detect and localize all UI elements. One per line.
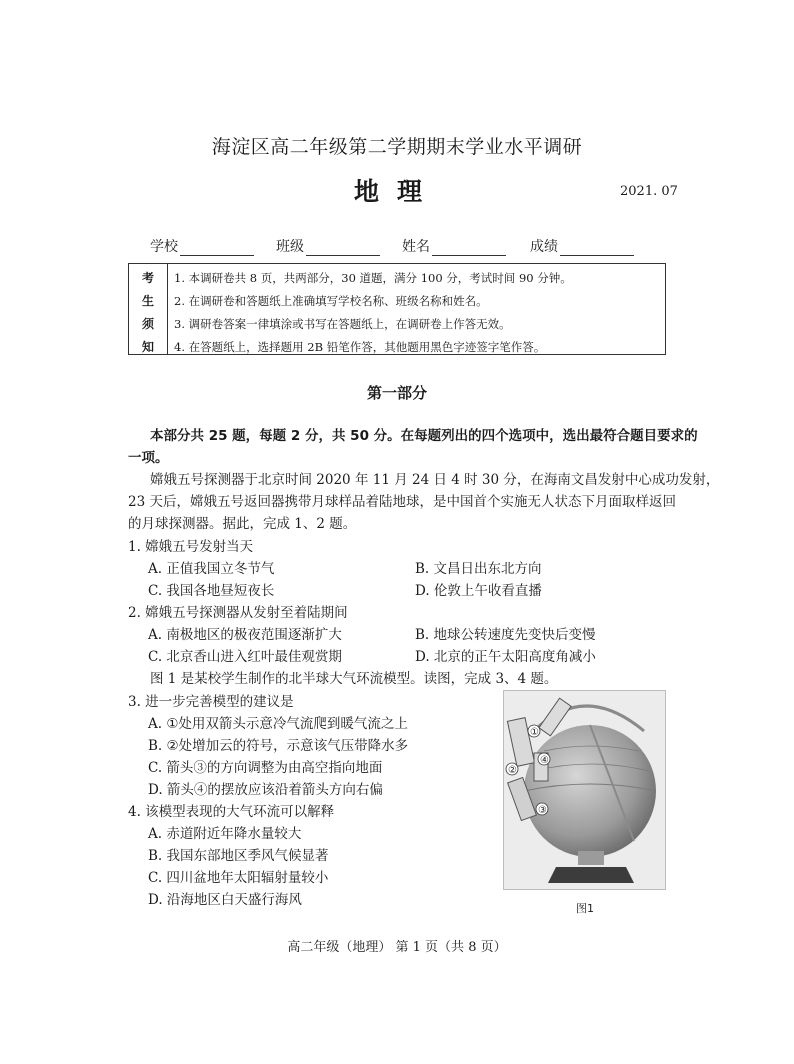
notice-item: 1. 本调研卷共 8 页，共两部分，30 道题，满分 100 分，考试时间 90 分钟。 [174, 271, 572, 285]
q4-option-d: D. 沿海地区白天盛行海风 [148, 892, 302, 908]
notice-label-column [129, 264, 168, 354]
q3-option-b: B. ②处增加云的符号，示意该气压带降水多 [148, 738, 409, 754]
notice-item: 2. 在调研卷和答题纸上准确填写学校名称、班级名称和姓名。 [174, 294, 488, 308]
globe-sphere [524, 725, 656, 857]
q1-option-d: D. 伦敦上午收看直播 [415, 583, 542, 599]
score-field [530, 236, 634, 256]
marker-4: ④ [540, 755, 549, 766]
subject-title: 地理 [353, 177, 440, 206]
figure-caption: 图1 [576, 902, 594, 915]
marker-3: ③ [538, 805, 547, 816]
passage-line: 嫦娥五号探测器于北京时间 2020 年 11 月 24 日 4 时 30 分，在海南文昌发射中心成功发射， [150, 472, 720, 488]
exam-date: 2021. 07 [620, 184, 678, 199]
class-blank [306, 241, 380, 256]
passage-line: 的月球探测器。据此，完成 1、2 题。 [128, 516, 357, 532]
score-blank [560, 241, 634, 256]
q3-option-c: C. 箭头③的方向调整为由高空指向地面 [148, 760, 383, 776]
passage-line: 23 天后，嫦娥五号返回器携带月球样品着陆地球，是中国首个实施无人状态下月面取样返回 [128, 494, 676, 510]
marker-1: ① [530, 727, 539, 738]
part-heading: 第一部分 [366, 384, 427, 402]
question-2-stem: 2. 嫦娥五号探测器从发射至着陆期间 [128, 605, 348, 621]
notice-label-char: 须 [141, 317, 154, 331]
name-label: 姓名 [402, 239, 430, 255]
notice-label-char: 生 [141, 294, 154, 308]
globe-stand-neck [578, 851, 604, 865]
score-label: 成绩 [530, 239, 558, 255]
notice-label-char: 知 [141, 340, 154, 354]
question-4-stem: 4. 该模型表现的大气环流可以解释 [128, 804, 335, 820]
question-1-stem: 1. 嫦娥五号发射当天 [128, 539, 254, 555]
school-label: 学校 [150, 239, 178, 255]
instruction-line: 一项。 [128, 450, 169, 466]
class-label: 班级 [276, 239, 304, 255]
name-field [402, 236, 506, 256]
q3-option-a: A. ①处用双箭头示意冷气流爬到暖气流之上 [148, 716, 408, 732]
school-field [150, 236, 254, 256]
page-footer: 高二年级（地理） 第 1 页（共 8 页） [287, 940, 507, 955]
school-blank [180, 241, 254, 256]
question-3-stem: 3. 进一步完善模型的建议是 [128, 694, 294, 710]
q4-option-a: A. 赤道附近年降水量较大 [148, 826, 302, 842]
q2-option-c: C. 北京香山进入红叶最佳观赏期 [148, 649, 342, 665]
q1-option-a: A. 正值我国立冬节气 [148, 561, 275, 577]
notice-label-char: 考 [141, 271, 154, 285]
passage-2: 图 1 是某校学生制作的北半球大气环流模型。读图，完成 3、4 题。 [150, 671, 558, 687]
q2-option-d: D. 北京的正午太阳高度角减小 [415, 649, 596, 665]
marker-2: ② [508, 765, 517, 776]
q2-option-a: A. 南极地区的极夜范围逐渐扩大 [148, 627, 342, 643]
instruction-line: 本部分共 25 题，每题 2 分，共 50 分。在每题列出的四个选项中，选出最符合题目要求的 [150, 428, 698, 444]
notice-item: 3. 调研卷答案一律填涂或书写在答题纸上，在调研卷上作答无效。 [174, 317, 511, 331]
name-blank [432, 241, 506, 256]
q4-option-c: C. 四川盆地年太阳辐射量较小 [148, 870, 329, 886]
q3-option-d: D. 箭头④的摆放应该沿着箭头方向右偏 [148, 782, 383, 798]
q1-option-b: B. 文昌日出东北方向 [415, 561, 542, 577]
q4-option-b: B. 我国东部地区季风气候显著 [148, 848, 329, 864]
globe-stand-base [548, 867, 634, 883]
globe-model-illustration [504, 691, 665, 889]
notice-item: 4. 在答题纸上，选择题用 2B 铅笔作答，其他题用黑色字迹签字笔作答。 [174, 340, 546, 354]
q2-option-b: B. 地球公转速度先变快后变慢 [415, 627, 596, 643]
figure-globe-model [503, 690, 666, 890]
q1-option-c: C. 我国各地昼短夜长 [148, 583, 275, 599]
notice-box [128, 263, 666, 355]
exam-title: 海淀区高二年级第二学期期末学业水平调研 [211, 136, 583, 158]
class-field [276, 236, 380, 256]
